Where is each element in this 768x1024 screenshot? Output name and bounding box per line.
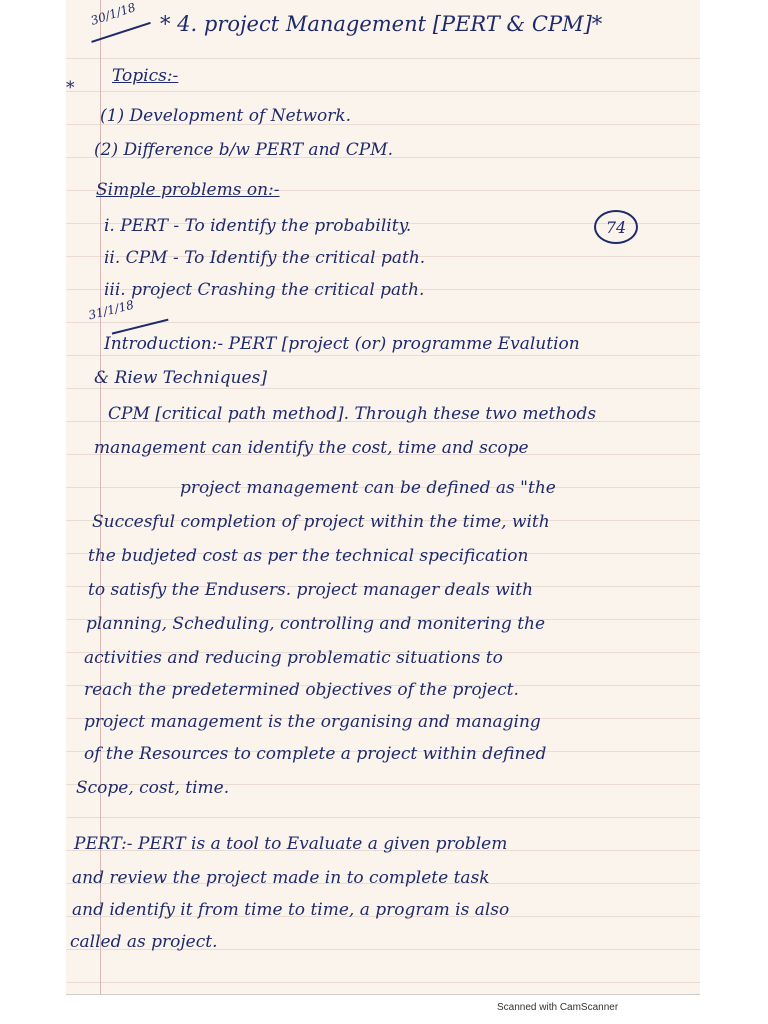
line-problem-1: i. PERT - To identify the probability. xyxy=(104,216,412,236)
line-pm-defined: project management can be defined as "the xyxy=(180,478,556,498)
margin-star: * xyxy=(66,78,75,98)
ruled-line xyxy=(66,91,700,92)
line-body-7: project management is the organising and managing xyxy=(84,712,541,732)
line-body-8: of the Resources to complete a project within defined xyxy=(84,744,547,764)
line-introduction: Introduction:- PERT [project (or) programme Evalution xyxy=(104,334,580,354)
line-problem-2: ii. CPM - To Identify the critical path. xyxy=(104,248,426,268)
scanner-watermark: Scanned with CamScanner xyxy=(497,1002,619,1013)
line-simple-problems: Simple problems on:- xyxy=(96,180,280,200)
ruled-line xyxy=(66,58,700,59)
page-title: * 4. project Management [PERT & CPM]* xyxy=(160,12,603,36)
line-body-3: to satisfy the Endusers. project manager deals with xyxy=(88,580,534,600)
page-number: 74 xyxy=(605,217,627,237)
ruled-line xyxy=(66,817,700,818)
page-number-circle xyxy=(594,210,638,244)
ruled-line xyxy=(66,388,700,389)
date-1: 30/1/18 xyxy=(88,0,138,28)
line-cpm: CPM [critical path method]. Through these two methods xyxy=(108,404,597,424)
line-cpm-2: management can identify the cost, time and scope xyxy=(94,438,529,458)
line-pert-4: called as project. xyxy=(70,932,218,952)
line-intro-2: & Riew Techniques] xyxy=(94,368,267,388)
date-2: 31/1/18 xyxy=(86,297,136,323)
line-body-1: Succesful completion of project within the time, with xyxy=(92,512,550,532)
line-body-2: the budjeted cost as per the technical specification xyxy=(88,546,529,566)
page-bottom-edge xyxy=(66,994,700,995)
line-body-4: planning, Scheduling, controlling and monitering the xyxy=(86,614,546,634)
ruled-line xyxy=(66,355,700,356)
line-body-9: Scope, cost, time. xyxy=(76,778,230,798)
line-problem-3: iii. project Crashing the critical path. xyxy=(104,280,425,300)
line-body-6: reach the predetermined objectives of the project. xyxy=(84,680,519,700)
line-pert-def: PERT:- PERT is a tool to Evaluate a given problem xyxy=(74,834,508,854)
line-pert-2: and review the project made in to complete task xyxy=(72,868,490,888)
line-pert-3: and identify it from time to time, a program is also xyxy=(72,900,510,920)
line-topics: Topics:- xyxy=(112,66,179,86)
ruled-line xyxy=(66,982,700,983)
line-topic-1: (1) Development of Network. xyxy=(100,106,352,126)
line-topic-2: (2) Difference b/w PERT and CPM. xyxy=(94,140,394,160)
line-body-5: activities and reducing problematic situations to xyxy=(84,648,503,668)
